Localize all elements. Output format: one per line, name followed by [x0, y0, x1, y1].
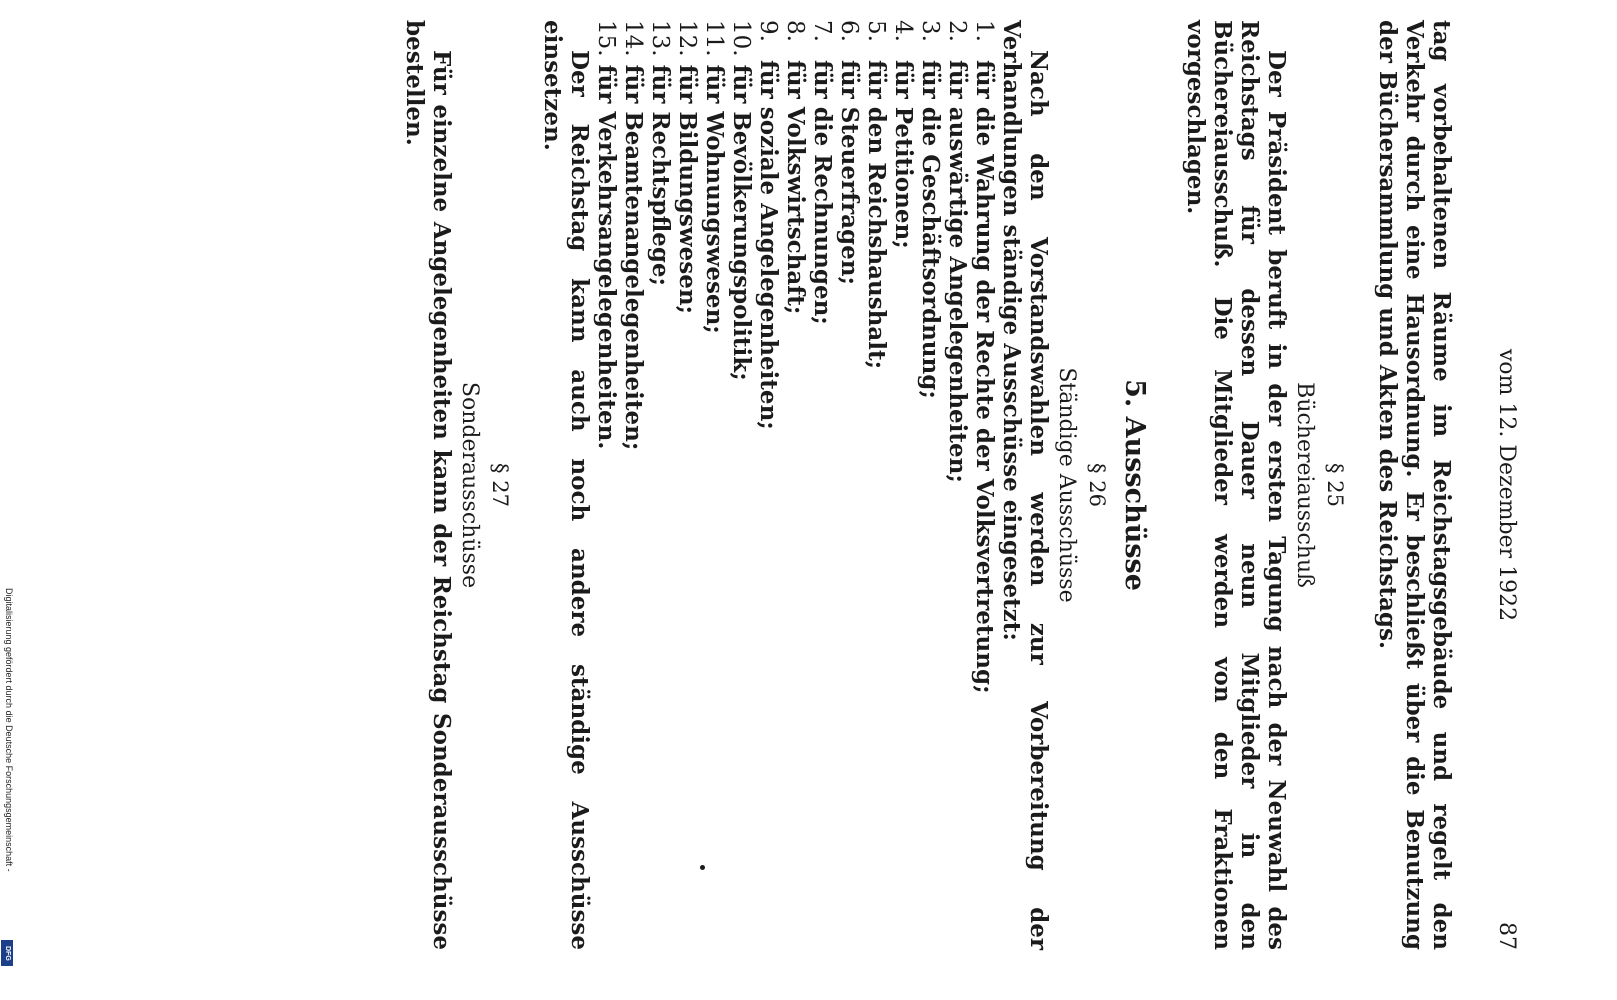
- list-item: 10. für Bevölkerungspolitik;: [728, 20, 755, 381]
- list-item: 3. für die Geschäftsordnung;: [917, 20, 944, 399]
- section-26-heading: Ständige Ausschüsse: [1054, 367, 1079, 603]
- section-26-closing: Der Reichstag kann auch noch andere ständige Ausschüsse einsetzen.: [539, 20, 593, 950]
- page-header: [1485, 20, 1525, 950]
- running-title: vom 12. Dezember 1922: [1494, 348, 1519, 622]
- list-item: 13. für Rechtspflege;: [647, 20, 674, 287]
- section-26-number: § 26: [1085, 463, 1109, 507]
- list-item: 15. für Verkehrsangelegenheiten.: [593, 20, 620, 450]
- section-27-number: § 27: [488, 463, 512, 507]
- section-25-text: Der Präsident beruft in der ersten Tagung nach der Neuwahl des Reichstags für dessen Dauer neun Mitglieder in den Büchereiausschuß. Die Mitglieder werden von den Fraktionen vorgeschlagen.: [1182, 20, 1290, 950]
- list-item: 1. für die Wahrung der Rechte der Volksvertretung;: [971, 20, 998, 694]
- list-item: 2. für auswärtige Angelegenheiten;: [944, 20, 971, 483]
- section-26-intro: Nach den Vorstandswahlen werden zur Vorbereitung der Verhandlungen ständige Ausschüsse eingesetzt:: [998, 20, 1052, 950]
- section-25-number: § 25: [1323, 463, 1347, 507]
- scanned-page: [95, 20, 1525, 950]
- digitization-credit: [0, 0, 16, 1000]
- intro-paragraph: tag vorbehaltenen Räume im Reichstagsgebäude und regelt den Verkehr durch eine Hausordnung. Er beschließt über die Benutzung der Büchersammlung und Akten des Reichstags.: [1374, 20, 1455, 950]
- page-number: 87: [1494, 922, 1519, 950]
- list-item: 4. für Petitionen;: [890, 20, 917, 249]
- committee-list: [593, 20, 998, 950]
- list-item: 9. für soziale Angelegenheiten;: [755, 20, 782, 430]
- list-item: 5. für den Reichshaushalt;: [863, 20, 890, 370]
- section-25-heading: Büchereiausschuß: [1292, 382, 1317, 588]
- stray-mark: [700, 865, 705, 870]
- dfg-logo: DFG: [1, 940, 13, 966]
- credit-text: Digitalisierung gefördert durch die Deutsche Forschungsgemeinschaft -: [4, 588, 14, 872]
- section-27-text: Für einzelne Angelegenheiten kann der Reichstag Sonderausschüsse bestellen.: [401, 20, 455, 950]
- list-item: 14. für Beamtenangelegenheiten;: [620, 20, 647, 451]
- chapter-heading: 5. Ausschüsse: [1119, 379, 1150, 591]
- list-item: 12. für Bildungswesen;: [674, 20, 701, 315]
- list-item: 6. für Steuerfragen;: [836, 20, 863, 285]
- list-item: 7. für die Rechnungen;: [809, 20, 836, 325]
- list-item: 8. für Volkswirtschaft;: [782, 20, 809, 315]
- page-content: [401, 20, 1455, 950]
- list-item: 11. für Wohnungswesen;: [701, 20, 728, 334]
- section-27-heading: Sonderausschüsse: [457, 381, 482, 589]
